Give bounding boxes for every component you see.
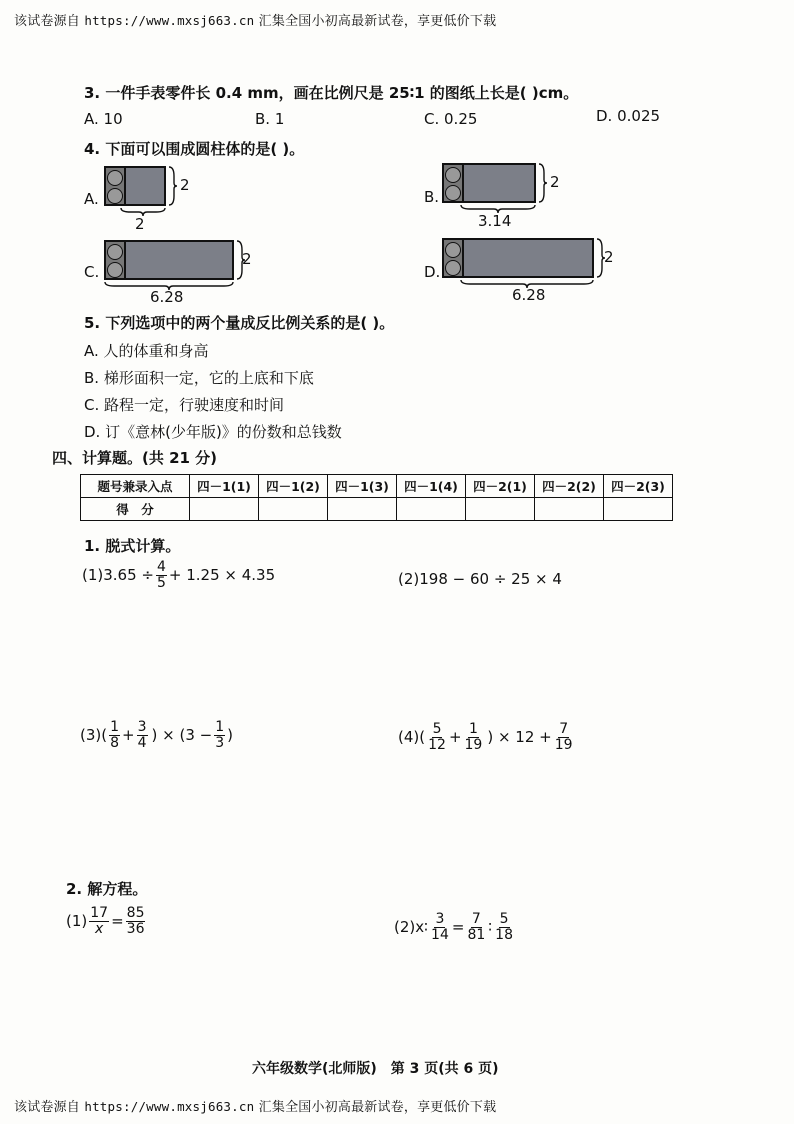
banner-suffix: 汇集全国小初高最新试卷，享更低价下载: [258, 1100, 497, 1115]
expr-text: (4)(: [398, 728, 426, 747]
expr-text: +: [448, 728, 462, 747]
fraction: $\frac{5}{12}$: [428, 721, 446, 753]
banner-prefix: 该试卷源自: [14, 14, 81, 29]
q4-a-right-brace: [168, 166, 178, 206]
equation-2-2: [394, 912, 516, 942]
fraction: $\frac{7}{81}$: [467, 911, 486, 943]
fraction: $\frac{1}{19}$: [464, 721, 483, 753]
score-cell[interactable]: [190, 498, 259, 521]
question-3: 3. 一件手表零件长 0.4 mm，画在比例尺是 25∶1 的图纸上长是( )cm。: [84, 84, 579, 102]
banner-url[interactable]: https://www.mxsj663.cn: [84, 1099, 255, 1114]
q5-option-d: D. 订《意林(少年版)》的份数和总钱数: [84, 423, 342, 441]
banner-prefix: 该试卷源自: [14, 1100, 81, 1115]
fraction: $\frac{4}{5}$: [156, 559, 166, 591]
fraction: $\frac{17}{x}$: [90, 905, 109, 937]
fraction: $\frac{7}{19}$: [554, 721, 573, 753]
q4-c-width-label: 6.28: [150, 288, 184, 306]
score-table-header-cell: 四－1(4): [397, 475, 466, 498]
expr-text: ∶: [488, 918, 493, 937]
q3-option-d: D. 0.025: [596, 107, 661, 125]
score-cell[interactable]: [328, 498, 397, 521]
q3-option-b: B. 1: [255, 110, 285, 128]
q4-option-d-rectangle: [442, 238, 594, 278]
q4-a-width-label: 2: [135, 215, 145, 233]
q4-b-width-label: 3.14: [478, 212, 512, 230]
score-table-header-cell: 四－1(2): [259, 475, 328, 498]
q4-d-width-label: 6.28: [512, 286, 546, 304]
equation-2-1: [66, 906, 147, 936]
fraction: $\frac{1}{3}$: [215, 719, 225, 751]
q5-option-c: C. 路程一定，行驶速度和时间: [84, 396, 285, 414]
q4-option-a-letter: A.: [84, 190, 99, 208]
expr-text: =: [451, 918, 465, 937]
q4-b-height-label: 2: [550, 173, 560, 191]
question-5: 5. 下列选项中的两个量成反比例关系的是( )。: [84, 314, 395, 332]
score-row-label: 得 分: [81, 498, 190, 521]
expr-text: (2)x∶: [394, 918, 429, 937]
q3-option-c: C. 0.25: [424, 110, 478, 128]
part-2-title: 2. 解方程。: [66, 880, 148, 898]
top-banner: [14, 10, 496, 29]
expr-text: ): [227, 726, 234, 745]
expr-text: (1): [66, 912, 88, 931]
q3-option-a: A. 10: [84, 110, 123, 128]
q4-option-d-letter: D.: [424, 263, 441, 281]
question-4: 4. 下面可以围成圆柱体的是( )。: [84, 140, 305, 158]
score-cell[interactable]: [466, 498, 535, 521]
expression-1-4: [398, 722, 576, 752]
q4-option-b-rectangle: [442, 163, 536, 203]
score-table: [80, 474, 673, 521]
q4-option-c-rectangle: [104, 240, 234, 280]
expr-text: +: [122, 726, 135, 745]
banner-url[interactable]: https://www.mxsj663.cn: [84, 13, 255, 28]
expression-1-3: [80, 720, 233, 750]
fraction: $\frac{3}{4}$: [137, 719, 147, 751]
section-4-title: 四、计算题。(共 21 分): [52, 449, 218, 467]
page-footer: 六年级数学(北师版) 第 3 页(共 6 页): [252, 1061, 499, 1077]
q4-d-height-label: 2: [604, 248, 614, 266]
fraction: $\frac{5}{18}$: [495, 911, 513, 943]
expr-text: ) × (3 −: [151, 726, 213, 745]
q5-option-a: A. 人的体重和身高: [84, 342, 209, 360]
score-table-score-row: [81, 498, 673, 521]
q5-option-b: B. 梯形面积一定，它的上底和下底: [84, 369, 314, 387]
score-table-header-cell: 四－1(3): [328, 475, 397, 498]
q4-option-a-rectangle: [104, 166, 166, 206]
q4-b-right-brace: [538, 163, 548, 203]
banner-suffix: 汇集全国小初高最新试卷，享更低价下载: [258, 14, 497, 29]
score-cell[interactable]: [397, 498, 466, 521]
score-table-header-cell: 四－2(3): [604, 475, 673, 498]
score-table-header-cell: 四－1(1): [190, 475, 259, 498]
fraction: $\frac{1}{8}$: [110, 719, 120, 751]
q4-option-b-letter: B.: [424, 188, 440, 206]
fraction: $\frac{3}{14}$: [431, 911, 449, 943]
fraction: $\frac{85}{36}$: [126, 905, 145, 937]
score-table-header-cell: 四－2(2): [535, 475, 604, 498]
q4-a-height-label: 2: [180, 176, 190, 194]
score-cell[interactable]: [604, 498, 673, 521]
expr-text: =: [111, 912, 124, 931]
score-table-header-row: [81, 475, 673, 498]
expr-text: (2)198 − 60 ÷ 25 × 4: [398, 570, 562, 588]
q4-c-height-label: 2: [242, 250, 252, 268]
expression-1-2: [398, 570, 562, 588]
score-table-header-cell: 四－2(1): [466, 475, 535, 498]
part-1-title: 1. 脱式计算。: [84, 537, 181, 555]
expression-1-1: [82, 560, 275, 590]
expr-text: ) × 12 +: [487, 728, 552, 747]
expr-text: + 1.25 × 4.35: [168, 566, 276, 585]
expr-text: (3)(: [80, 726, 108, 745]
score-cell[interactable]: [535, 498, 604, 521]
expr-text: (1)3.65 ÷: [82, 566, 154, 585]
bottom-banner: [14, 1096, 496, 1115]
score-cell[interactable]: [259, 498, 328, 521]
score-table-header-cell: 题号兼录入点: [81, 475, 190, 498]
q4-option-c-letter: C.: [84, 263, 100, 281]
